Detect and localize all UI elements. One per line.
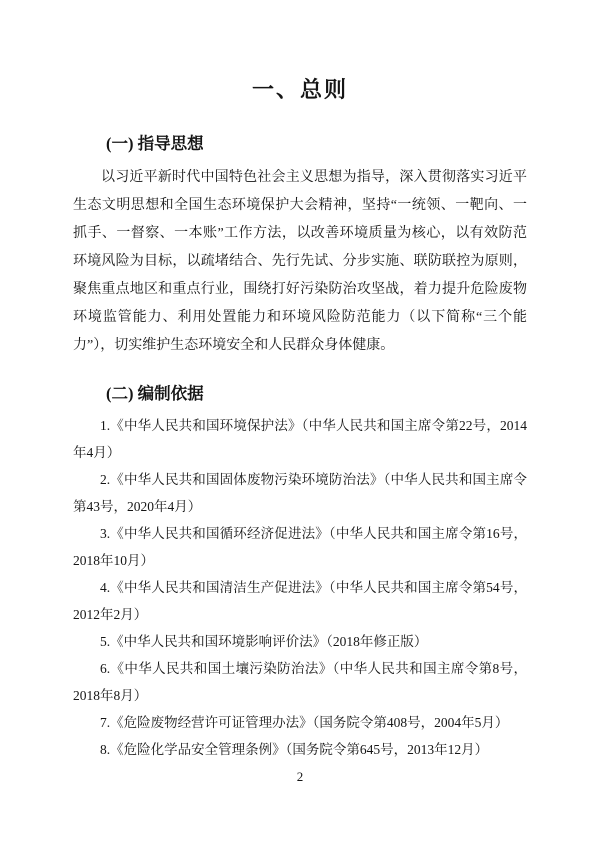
document-title: 一、总则 (251, 77, 348, 102)
legal-reference-list (73, 412, 527, 763)
legal-reference-item: 4.《中华人民共和国清洁生产促进法》（中华人民共和国主席令第54号，2012年2月） (73, 580, 527, 622)
page-number: 2 (296, 769, 304, 784)
legal-reference-item: 3.《中华人民共和国循环经济促进法》（中华人民共和国主席令第16号，2018年10月） (73, 526, 527, 568)
section-1-heading: (一) 指导思想 (106, 134, 204, 153)
legal-reference-item: 8.《危险化学品安全管理条例》（国务院令第645号，2013年12月） (100, 742, 489, 757)
section-1-paragraph: 以习近平新时代中国特色社会主义思想为指导，深入贯彻落实习近平生态文明思想和全国生态环境保护大会精神，坚持“一统领、一靶向、一抓手、一督察、一本账”工作方法，以改善环境质量为核心，以有效防范环境风险为目标，以疏堵结合、先行先试、分步实施、联防联控为原则，聚焦重点地区和重点行业，围绕打好污染防治攻坚战，着力提升危险废物环境监管能力、利用处置能力和环境风险防范能力（以下简称“三个能力”），切实维护生态环境安全和人民群众身体健康。 (73, 170, 527, 353)
legal-reference-item: 2.《中华人民共和国固体废物污染环境防治法》（中华人民共和国主席令第43号，2020年4月） (73, 472, 527, 514)
legal-reference-item: 5.《中华人民共和国环境影响评价法》（2018年修正版） (100, 634, 428, 649)
section-2-heading: (二) 编制依据 (106, 384, 204, 403)
legal-reference-item: 6.《中华人民共和国土壤污染防治法》（中华人民共和国主席令第8号，2018年8月） (73, 661, 527, 703)
legal-reference-item: 1.《中华人民共和国环境保护法》（中华人民共和国主席令第22号，2014年4月） (73, 418, 527, 460)
legal-reference-item: 7.《危险废物经营许可证管理办法》（国务院令第408号，2004年5月） (100, 715, 509, 730)
